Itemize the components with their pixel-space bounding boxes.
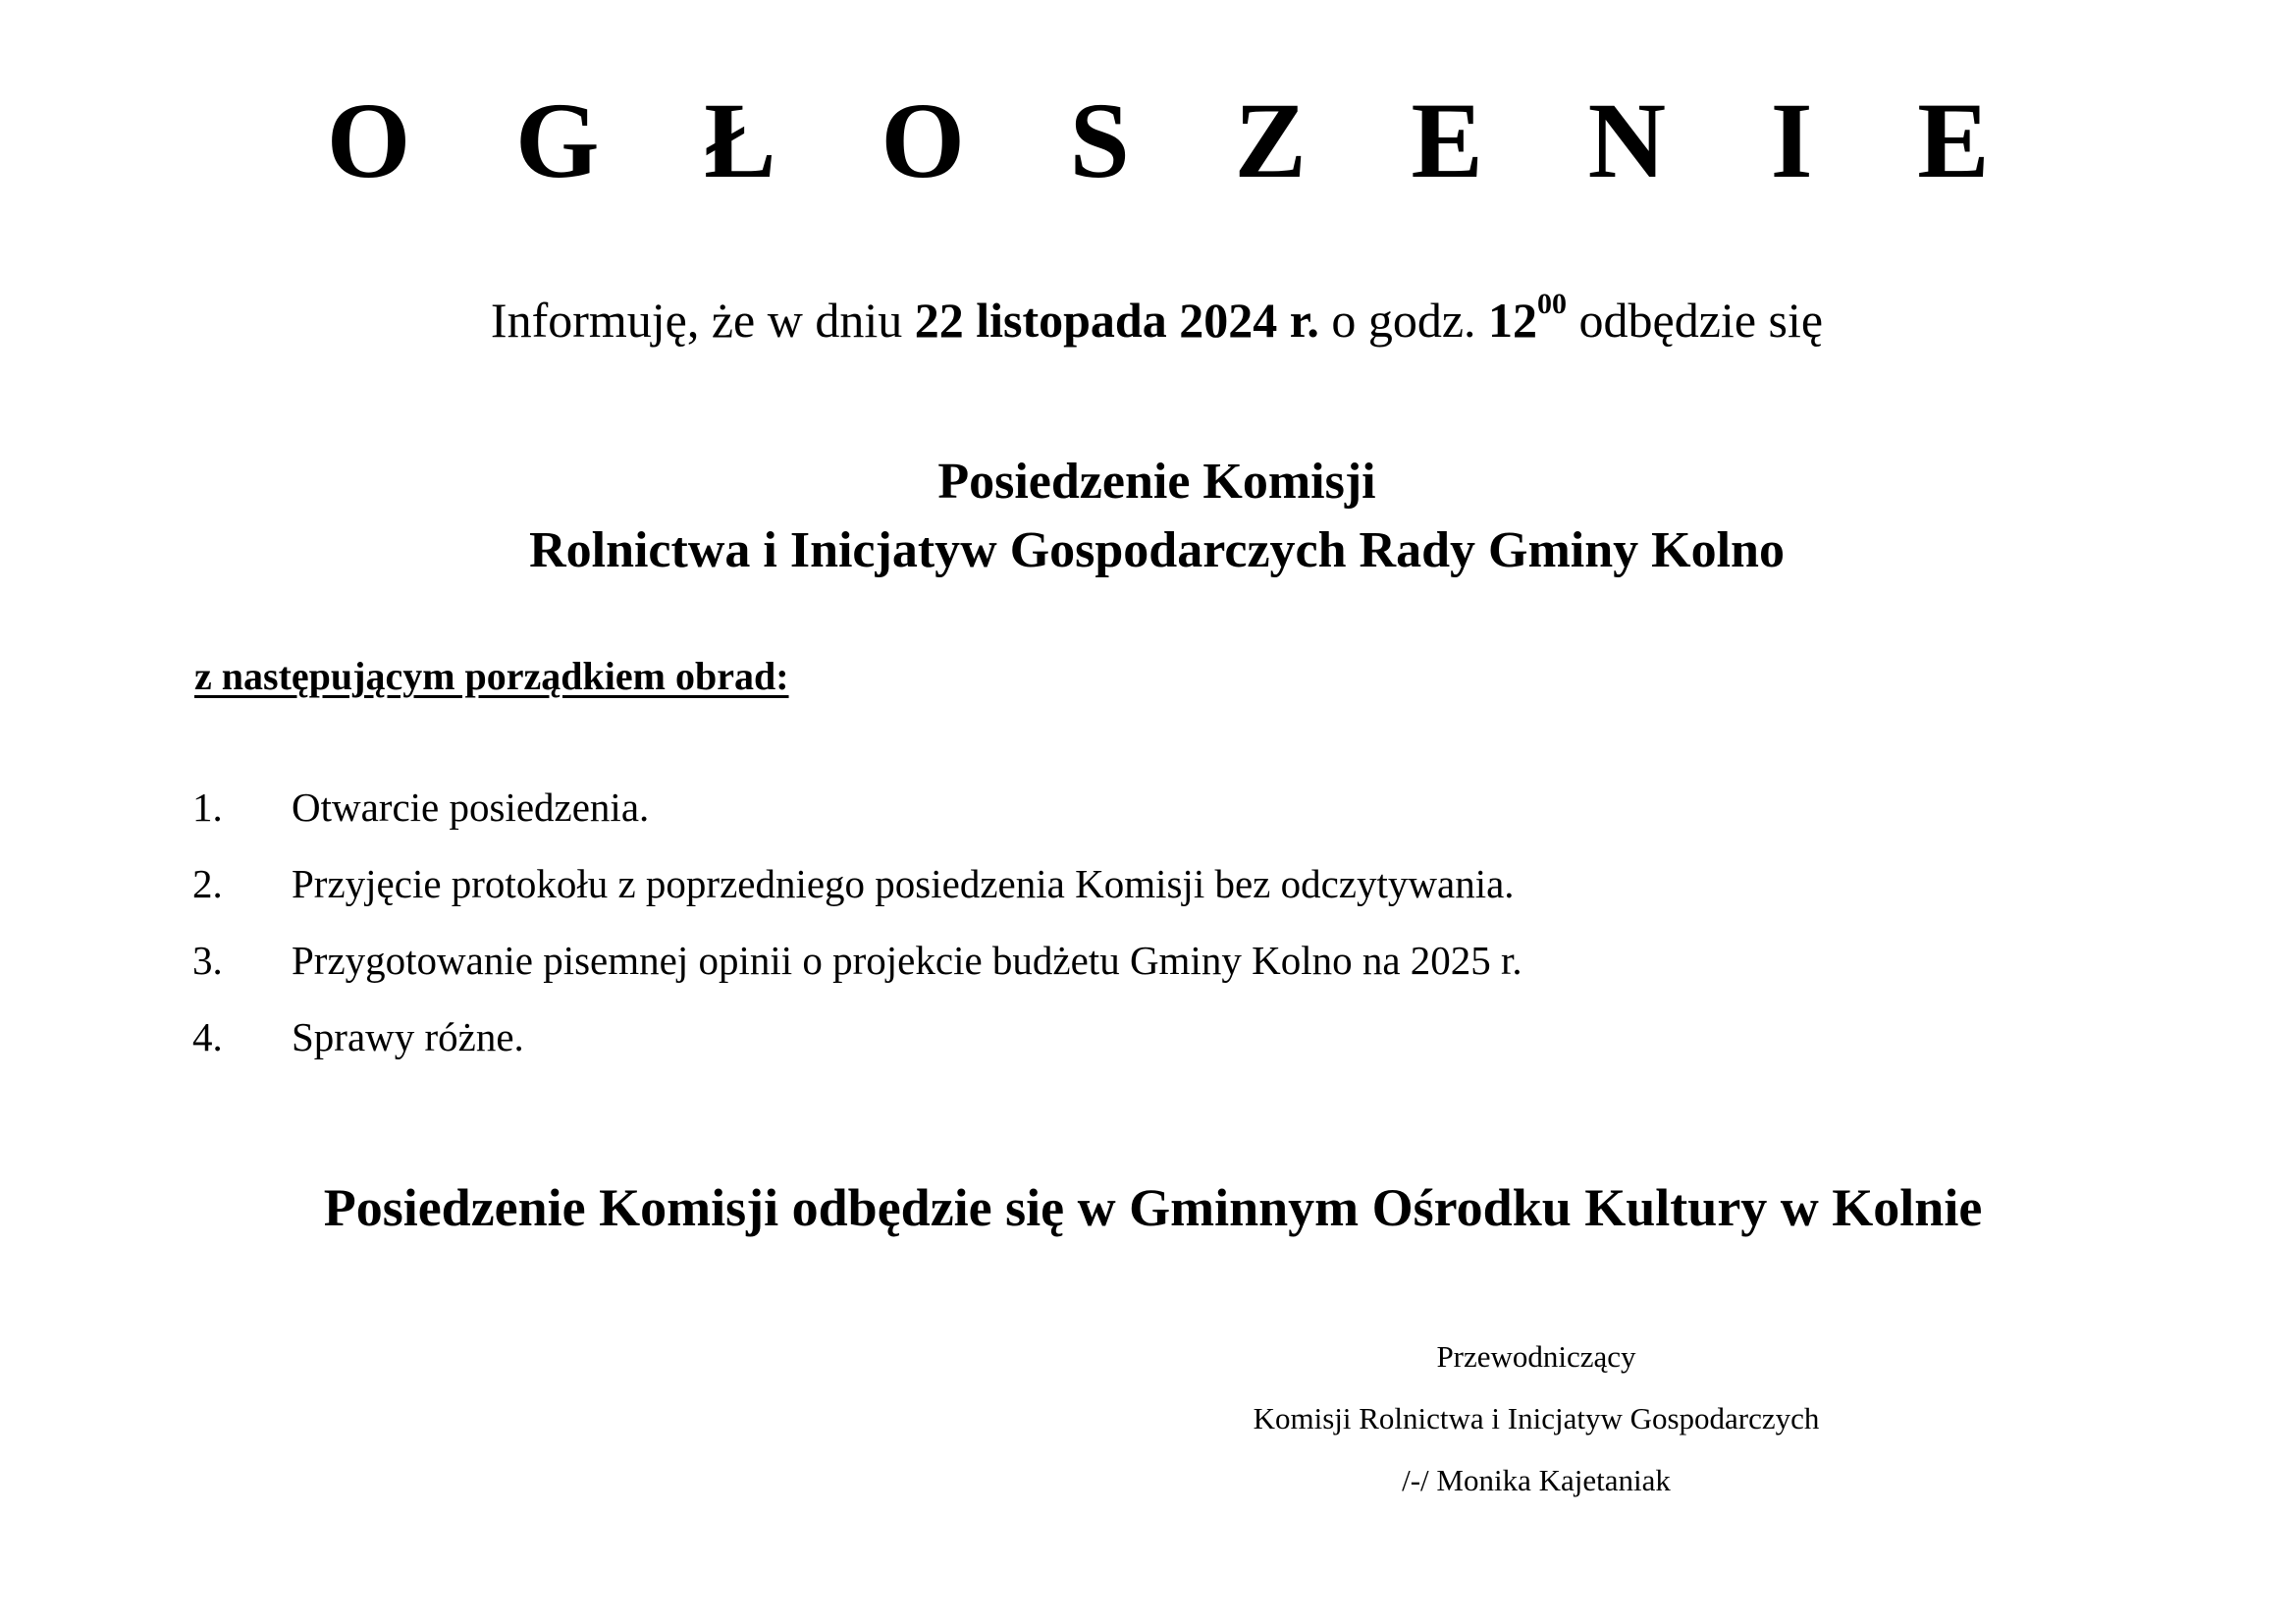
agenda-item-number: 3. <box>192 938 223 983</box>
agenda-item-number: 1. <box>192 785 223 830</box>
intro-text-time: o godz. <box>1318 293 1489 348</box>
agenda-item <box>192 859 1522 936</box>
document-title: O G Ł O S Z E N I E <box>326 81 2029 200</box>
heading-line-1: Posiedzenie Komisji <box>937 454 1376 510</box>
meeting-heading <box>0 448 2296 585</box>
agenda-item-text: Przygotowanie pisemnej opinii o projekcie budżetu Gminy Kolno na 2025 r. <box>292 938 1522 983</box>
agenda-item <box>192 783 1522 859</box>
agenda-item-number: 4. <box>192 1014 223 1059</box>
intro-text-end: odbędzie się <box>1567 293 1824 348</box>
meeting-date: 22 listopada 2024 r. <box>914 293 1319 348</box>
agenda-item <box>192 1012 1522 1089</box>
heading-line-2: Rolnictwa i Inicjatyw Gospodarczych Rady Gminy Kolno <box>529 522 1785 578</box>
agenda-item-number: 2. <box>192 861 223 906</box>
intro-sentence <box>0 288 2296 350</box>
agenda-item-text: Sprawy różne. <box>292 1014 524 1059</box>
intro-text-start: Informuję, że w dniu <box>490 293 915 348</box>
signature-name: /-/ Monika Kajetaniak <box>1402 1463 1671 1497</box>
signature-role: Przewodniczący <box>1436 1339 1636 1374</box>
signature-committee: Komisji Rolnictwa i Inicjatyw Gospodarczych <box>1253 1401 1820 1435</box>
signature-block <box>1227 1326 1845 1511</box>
agenda-item-text: Przyjęcie protokołu z poprzedniego posiedzenia Komisji bez odczytywania. <box>292 861 1515 906</box>
meeting-minutes: 00 <box>1537 288 1568 321</box>
meeting-location: Posiedzenie Komisji odbędzie się w Gminnym Ośrodku Kultury w Kolnie <box>323 1178 1983 1237</box>
meeting-hour: 12 <box>1488 293 1538 348</box>
agenda-list <box>192 783 1522 1089</box>
agenda-item-text: Otwarcie posiedzenia. <box>292 785 650 830</box>
agenda-item <box>192 936 1522 1012</box>
agenda-label: z następującym porządkiem obrad: <box>194 654 789 698</box>
